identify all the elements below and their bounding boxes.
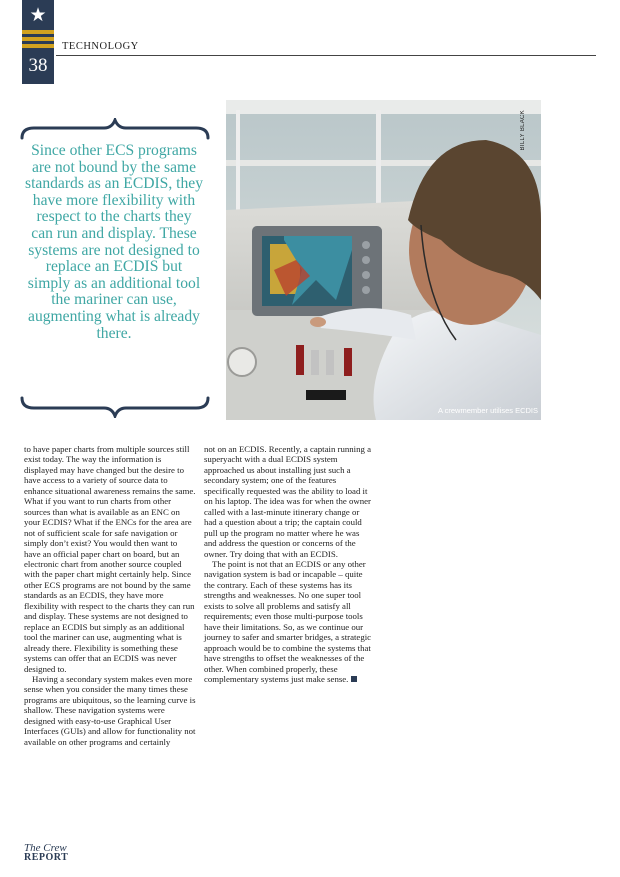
page-tab (22, 0, 54, 84)
photo-caption: A crewmember utilises ECDIS (437, 406, 538, 415)
paragraph: not on an ECDIS. Recently, a captain running a superyacht with a dual ECDIS system approached us about installing just such a secondary system; one of the features specifically requested was the ability to load it on his laptop. The idea was for when the owner called with a last-minute itinerary change or had a question about a trip; the captain could pull up the program no matter where he was and address the question or concerns of the owner. Try doing that with an ECDIS. (204, 444, 372, 559)
header-divider (56, 55, 596, 56)
gold-stripe (22, 30, 54, 34)
end-of-article-icon (351, 676, 357, 682)
paragraph-text: The point is not that an ECDIS or any other navigation system is bad or incapable – quite the contrary. Each of these systems has its strengths and weaknesses. No one super tool exists to solve all problems and satisfy all requirements; even those multi-purpose tools have their limitations. So, as we continue our journey to safer and smarter bridges, a strategic approach would be to combine the systems that have strengths to offset the weaknesses of the other. When combined properly, these complementary systems just make sense. (204, 558, 372, 684)
section-title: TECHNOLOGY (62, 41, 139, 52)
gold-stripe (22, 37, 54, 41)
pull-quote: Since other ECS programs are not bound by the same standards as an ECDIS, they have more flexibility with respect to the charts they can run and display. These systems are not designed to replace an ECDIS but simply as an additional tool the mariner can use, augmenting what is already there. (25, 142, 203, 342)
gold-stripe (22, 44, 54, 48)
top-brace-icon (20, 118, 210, 140)
logo-line-2: REPORT (24, 852, 69, 863)
logo-line-1: The Crew (24, 842, 67, 854)
publication-logo (24, 843, 68, 863)
page-number: 38 (28, 55, 48, 76)
paragraph (204, 559, 374, 684)
article-photo (226, 100, 541, 420)
bridge-console-image (226, 100, 541, 420)
photo-credit: BILLY BLACK (520, 110, 526, 151)
bottom-brace-icon (20, 396, 210, 418)
article-column-2 (204, 444, 374, 684)
paragraph: Having a secondary system makes even more sense when you consider the many times these programs are ubiquitous, so the learning curve is shallow. These navigation systems were designed with easy-to-use Graphical User Interfaces (GUIs) and allow for functionality not available on other programs and certainly (24, 673, 196, 747)
paragraph: to have paper charts from multiple sources still exist today. The way the information is displayed may have changed but the desire to have access to a variety of source data to enhance situational awareness remains the same. What if you want to run charts from other sources than what is available as an ENC on your ECDIS? What if the ENCs for the area are not of sufficient scale for safe navigation or simply don’t exist? You would then want to have an official paper chart on board, but an electronic chart from another source coupled with the paper chart might certainly help. Since other ECS programs are not bound by the same standards as an ECDIS, they have more flexibility with respect to the charts they can run and display. These systems are not designed to replace an ECDIS but simply as an additional tool the mariner can use, augmenting what is already there. Flexibility is something these systems can offer that an ECDIS was never designed to. (24, 444, 196, 674)
star-icon: ★ (29, 5, 47, 26)
article-column-1 (24, 444, 196, 747)
